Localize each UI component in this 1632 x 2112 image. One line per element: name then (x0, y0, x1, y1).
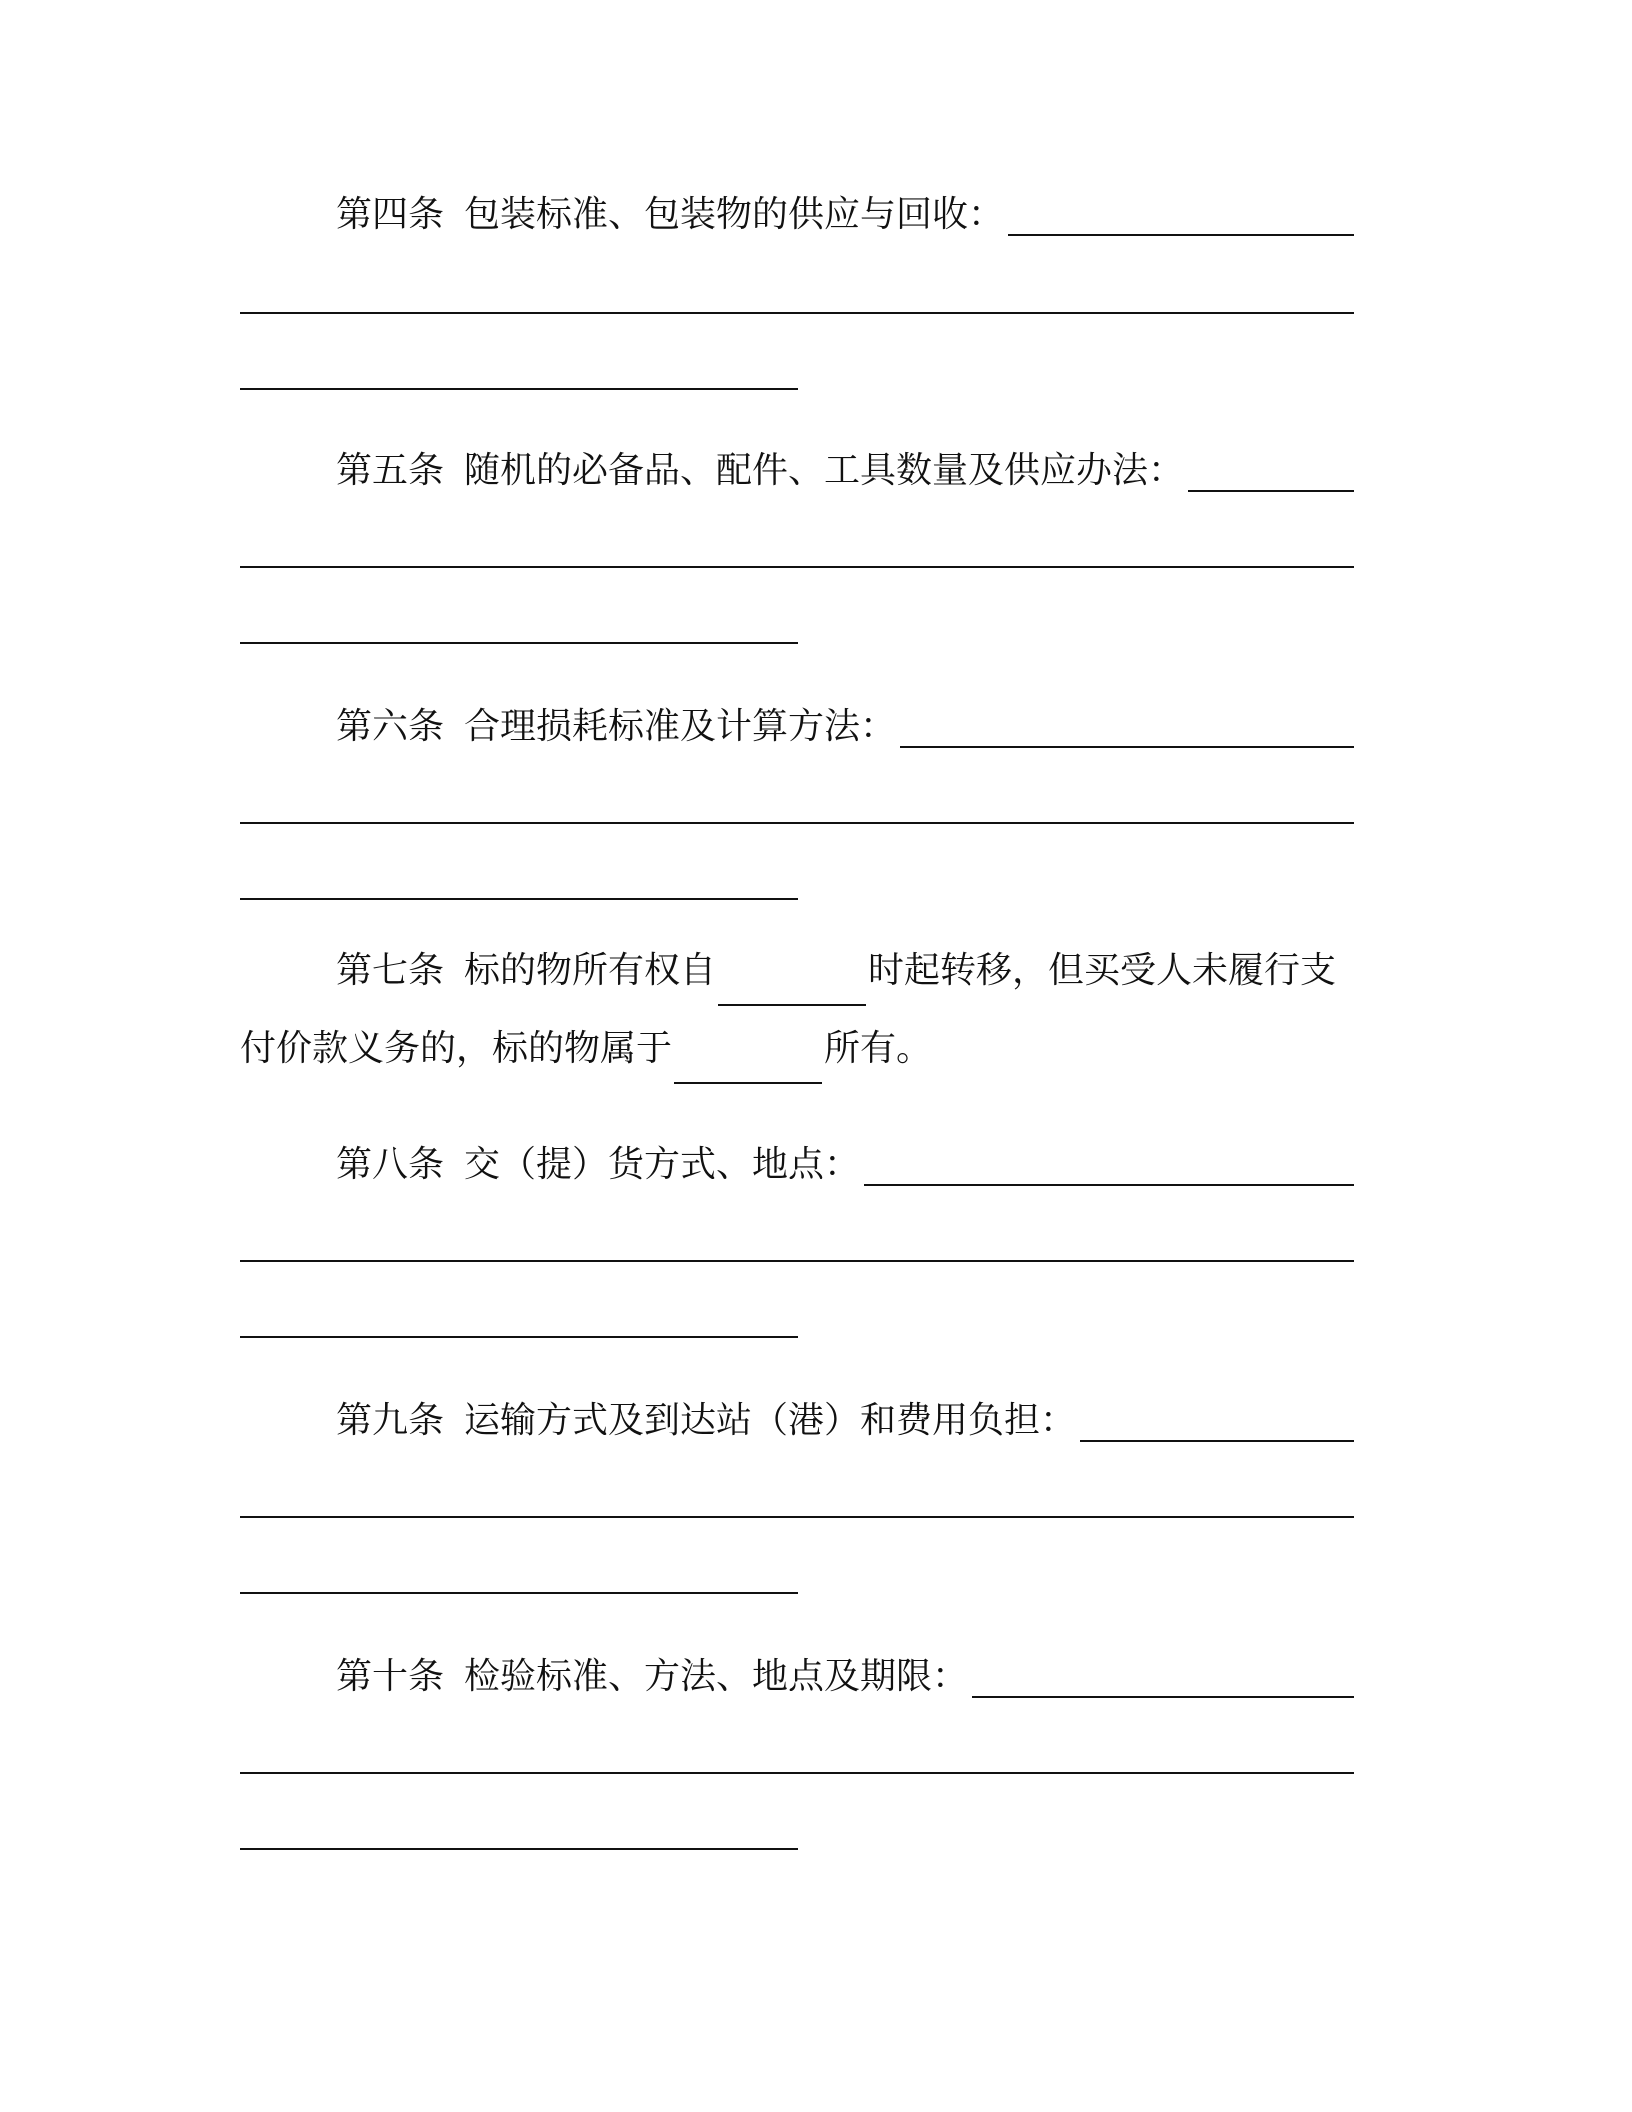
fill-in-blank[interactable] (718, 964, 866, 1006)
clause-5-heading-row (240, 446, 1354, 496)
fill-in-line[interactable] (240, 822, 1354, 824)
fill-in-blank[interactable] (900, 706, 1354, 748)
fill-in-line[interactable] (240, 312, 1354, 314)
clause-7 (240, 932, 1354, 1088)
fill-in-line[interactable] (240, 1336, 798, 1338)
clause-title: 合理损耗标准及计算方法： (464, 706, 897, 747)
fill-in-blank[interactable] (1080, 1400, 1354, 1442)
clause-10 (240, 1652, 1354, 1702)
clause-9 (240, 1396, 1354, 1446)
clause-number: 第七条 (336, 950, 445, 991)
clause-text: 所有。 (824, 1028, 933, 1069)
fill-in-line[interactable] (240, 1848, 798, 1850)
clause-title: 检验标准、方法、地点及期限： (464, 1656, 969, 1697)
clause-8-heading-row (240, 1140, 1354, 1190)
clause-7-line-1 (240, 932, 1354, 1010)
clause-text: 标的物所有权自 (464, 950, 717, 991)
clause-7-line-2 (240, 1010, 1354, 1088)
fill-in-line[interactable] (240, 898, 798, 900)
clause-text: 时起转移，但买受人未履行支 (868, 950, 1337, 991)
clause-4-heading-row (240, 190, 1354, 240)
clause-5 (240, 446, 1354, 496)
fill-in-line[interactable] (240, 566, 1354, 568)
clause-6 (240, 702, 1354, 752)
clause-number: 第六条 (336, 706, 445, 747)
clause-number: 第五条 (336, 450, 445, 491)
fill-in-line[interactable] (240, 388, 798, 390)
fill-in-line[interactable] (240, 1592, 798, 1594)
clause-number: 第八条 (336, 1144, 445, 1185)
clause-text: 付价款义务的，标的物属于 (240, 1028, 673, 1069)
fill-in-line[interactable] (240, 1260, 1354, 1262)
clause-title: 随机的必备品、配件、工具数量及供应办法： (464, 450, 1185, 491)
fill-in-line[interactable] (240, 1772, 1354, 1774)
clause-title: 包装标准、包装物的供应与回收： (464, 194, 1005, 235)
fill-in-blank[interactable] (972, 1656, 1354, 1698)
clause-9-heading-row (240, 1396, 1354, 1446)
clause-4 (240, 190, 1354, 240)
clause-number: 第四条 (336, 194, 445, 235)
clause-number: 第九条 (336, 1400, 445, 1441)
fill-in-blank[interactable] (1188, 450, 1354, 492)
clause-10-heading-row (240, 1652, 1354, 1702)
clause-title: 交（提）货方式、地点： (464, 1144, 861, 1185)
clause-number: 第十条 (336, 1656, 445, 1697)
fill-in-blank[interactable] (864, 1144, 1354, 1186)
clause-6-heading-row (240, 702, 1354, 752)
fill-in-blank[interactable] (1008, 194, 1354, 236)
fill-in-line[interactable] (240, 1516, 1354, 1518)
fill-in-blank[interactable] (674, 1042, 822, 1084)
fill-in-line[interactable] (240, 642, 798, 644)
clause-8 (240, 1140, 1354, 1190)
clause-title: 运输方式及到达站（港）和费用负担： (464, 1400, 1077, 1441)
